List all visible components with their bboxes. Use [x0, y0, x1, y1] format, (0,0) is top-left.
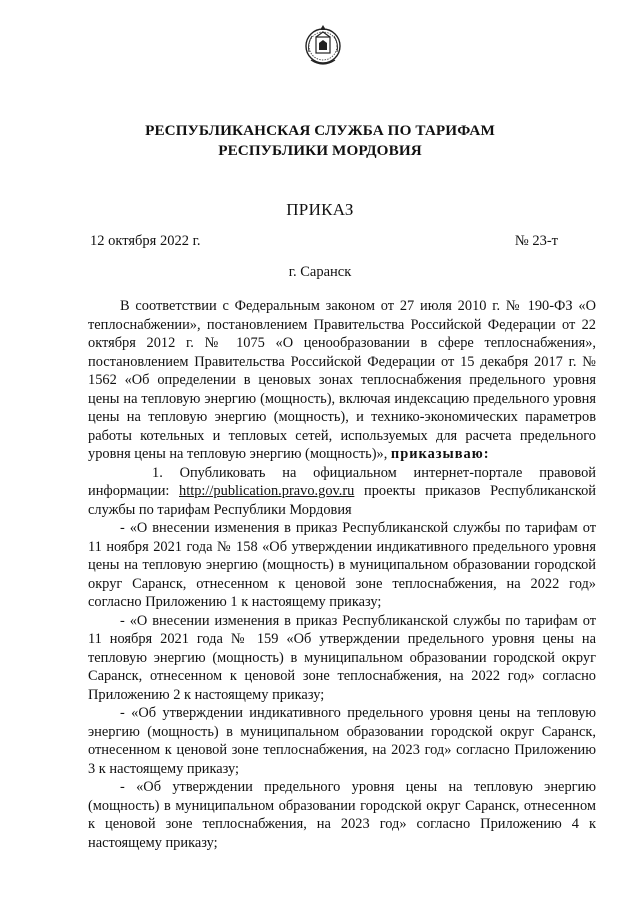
bullet-item: - «Об утверждении предельного уровня цены на тепловую энергию (мощность) в муниципальном образовании городской округ Саранск, отнесенном к ценовой зоне теплоснабжения, на 2023 год» согласно Приложению 4 к настоящему приказу;: [88, 779, 596, 851]
organization-name-line2: РЕСПУБЛИКИ МОРДОВИЯ: [218, 142, 422, 159]
item-1-number: 1.: [152, 464, 163, 481]
coat-of-arms-emblem: [303, 22, 343, 70]
bullet-item: - «О внесении изменения в приказ Республиканской службы по тарифам от 11 ноября 2021 года № 158 «Об утверждении индикативного предельного уровня цены на тепловую энергию (мощность) в муниципальном образовании городской округ Саранск, отнесенном к ценовой зоне теплоснабжения, на 2022 год» согласно Приложению 1 к настоящему приказу;: [88, 520, 596, 610]
bullet-item: - «Об утверждении индикативного предельного уровня цены на тепловую энергию (мощность) в муниципальном образовании городской округ Саранск, отнесенном к ценовой зоне теплоснабжения, на 2023 год» согласно Приложению 3 к настоящему приказу;: [88, 705, 596, 777]
item-1-text-b: проекты приказов Республиканской службы по тарифам Республики Мордовия: [88, 483, 596, 518]
item-1-text-a: Опубликовать на официальном интернет-портале правовой информации:: [88, 464, 596, 499]
item-1-paragraph: [88, 464, 596, 520]
document-type: ПРИКАЗ: [286, 200, 354, 219]
organization-name: [0, 121, 640, 161]
preamble-paragraph: [88, 297, 596, 464]
order-number: № 23-т: [514, 233, 558, 249]
organization-name-line1: РЕСПУБЛИКАНСКАЯ СЛУЖБА ПО ТАРИФАМ: [145, 122, 495, 139]
order-body: [88, 297, 596, 852]
bullet-item: - «О внесении изменения в приказ Республиканской службы по тарифам от 11 ноября 2021 года № 159 «Об утверждении предельного уровня цены на тепловую энергию (мощность) в муниципальном образовании городской округ Саранск, отнесенном к ценовой зоне теплоснабжения, на 2022 год» согласно Приложению 2 к настоящему приказу;: [88, 612, 596, 703]
order-date: 12 октября 2022 г.: [90, 233, 201, 249]
preamble-text: В соответствии с Федеральным законом от 27 июля 2010 г. № 190-ФЗ «О теплоснабжении», постановлением Правительства Российской Федерации от 22 октября 2012 г. № 1075 «О ценообразовании в сфере теплоснабжения», постановлением Правительства Российской Федерации от 15 декабря 2017 г. № 1562 «Об определении в ценовых зонах теплоснабжения предельного уровня цены на тепловую энергию (мощность), включая индексацию предельного уровня цены на тепловую энергию (мощность), и технико-экономических параметров работы котельных и тепловых сетей, используемых для расчета предельного уровня цены на тепловую энергию (мощность)»,: [88, 298, 596, 462]
command-word: приказываю:: [390, 446, 490, 462]
order-city: г. Саранск: [288, 264, 352, 280]
publication-portal-link[interactable]: http://publication.pravo.gov.ru: [179, 483, 355, 499]
